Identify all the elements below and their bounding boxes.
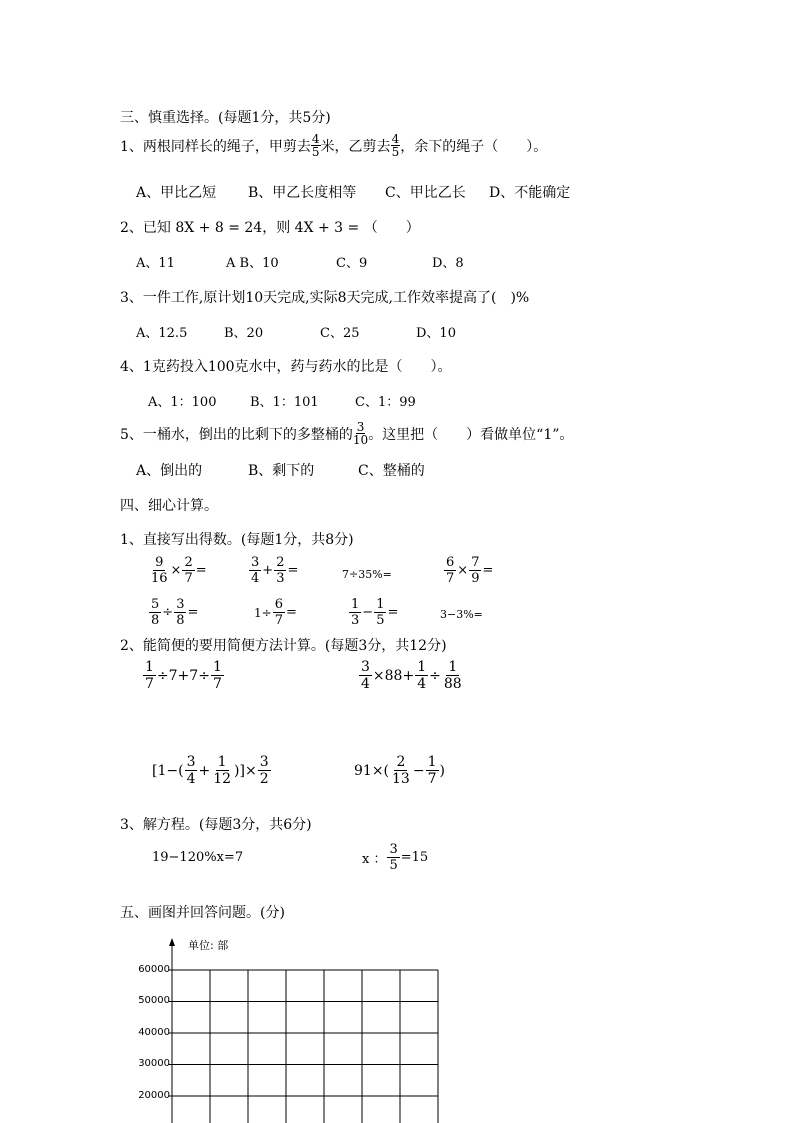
- calc-1a-d1: 16: [151, 571, 168, 586]
- q3-option-c: C、25: [320, 326, 360, 341]
- q2-option-a: A、11: [136, 256, 175, 271]
- calc-2b-n: 6: [274, 597, 283, 612]
- calc-2a-n1: 5: [151, 597, 160, 612]
- q4-option-a: A、1：100: [148, 395, 217, 410]
- s3-op: +: [198, 762, 211, 779]
- s2-d3: 88: [443, 676, 462, 692]
- s1-d2: 7: [212, 676, 222, 692]
- part3-title: 3、解方程。(每题3分，共6分): [120, 817, 312, 833]
- s4-n1: 2: [396, 754, 406, 770]
- s3-d2: 12: [213, 771, 232, 787]
- calc-2b-d: 7: [274, 613, 283, 628]
- calc-1b-d2: 3: [276, 571, 285, 586]
- calc-2b-pre: 1÷: [254, 605, 272, 620]
- q5-option-a: A、倒出的: [136, 463, 203, 479]
- eq2-n: 3: [389, 842, 398, 857]
- calc-2c-op: −: [362, 605, 374, 620]
- y-axis-unit-label: 单位: 部: [188, 939, 229, 952]
- s3-pre: [1−(: [152, 762, 184, 779]
- s4-d1: 13: [392, 771, 410, 787]
- section4-title: 四、细心计算。: [120, 498, 218, 514]
- calc-2c-eq: =: [387, 605, 399, 620]
- s2-n1: 3: [361, 659, 370, 675]
- q4-option-c: C、1：99: [355, 395, 416, 410]
- s4-pre: 91×(: [354, 762, 390, 779]
- q1-frac2-den: 5: [391, 145, 400, 159]
- q1-option-d: D、不能确定: [489, 185, 571, 201]
- q3-option-a: A、12.5: [136, 326, 188, 341]
- s3-n2: 1: [217, 754, 227, 770]
- q1-mid: 米，乙剪去: [320, 138, 391, 155]
- calc-1d-eq: =: [482, 563, 494, 578]
- q5-frac-den: 10: [352, 433, 369, 447]
- section3-title: 三、慎重选择。(每题1分，共5分): [120, 110, 331, 126]
- calc-2a-d2: 8: [176, 613, 185, 628]
- s2-n2: 1: [417, 659, 427, 675]
- s4-post: ): [439, 762, 445, 779]
- calc-1d-n1: 6: [446, 555, 455, 570]
- q5-option-b: B、剩下的: [248, 463, 315, 479]
- part2-title: 2、能简便的要用简便方法计算。(每题3分，共12分): [120, 638, 447, 654]
- s4-op: −: [412, 762, 425, 779]
- calc-1b-n2: 2: [276, 555, 285, 570]
- q1-frac1-den: 5: [311, 145, 320, 159]
- calc-1d-op: ×: [457, 563, 469, 578]
- q1-frac1-num: 4: [311, 132, 320, 146]
- y-tick-label: 20000: [138, 1090, 170, 1101]
- eq2-pre: x ：: [362, 852, 387, 867]
- calc-2c-d1: 3: [351, 613, 360, 628]
- calc-1a-n1: 9: [155, 555, 164, 570]
- eq2-d: 5: [389, 858, 398, 873]
- q1-frac2-num: 4: [391, 132, 400, 146]
- q5-post: 。这里把（ ）看做单位“1”。: [368, 426, 574, 443]
- q2-option-b: A B、10: [226, 256, 279, 271]
- q3-option-d: D、10: [416, 326, 456, 341]
- y-axis-arrow-icon: [169, 938, 175, 946]
- s1-d1: 7: [145, 676, 154, 692]
- s3-d3: 2: [259, 771, 269, 787]
- q5-pre: 5、一桶水，倒出的比剩下的多整桶的: [120, 426, 353, 443]
- q5-frac-num: 3: [356, 420, 365, 434]
- s1-n2: 1: [212, 659, 222, 675]
- q1-option-b: B、甲乙长度相等: [248, 185, 357, 201]
- calc-1d-d2: 9: [471, 571, 480, 586]
- s2-mid: ×88+: [372, 667, 415, 684]
- equation-1: 19−120%x=7: [152, 850, 244, 865]
- calc-1b-op: +: [262, 563, 274, 578]
- question-2: 2、已知 8X + 8 = 24，则 4X + 3 = （ ）: [120, 220, 420, 236]
- s3-n3: 3: [259, 754, 269, 770]
- calc-2a-eq: =: [187, 605, 199, 620]
- part1-title: 1、直接写出得数。(每题1分，共8分): [120, 532, 354, 548]
- calc-1d-d1: 7: [446, 571, 455, 586]
- calc-1a-op: ×: [170, 563, 182, 578]
- calc-2c-d2: 5: [376, 613, 385, 628]
- calc-2a-op: ÷: [162, 605, 174, 620]
- y-tick-label: 50000: [138, 995, 170, 1006]
- section5-title: 五、画图并回答问题。(分): [120, 905, 285, 921]
- calc-1d-n2: 7: [471, 555, 480, 570]
- calc-1b-eq: =: [287, 563, 299, 578]
- q3-option-b: B、20: [224, 326, 264, 341]
- y-tick-label: 60000: [138, 964, 170, 975]
- s2-d1: 4: [361, 676, 370, 692]
- question-4: 4、1克药投入100克水中，药与药水的比是（ ）。: [120, 359, 452, 375]
- calc-2d: 3−3%=: [440, 608, 483, 621]
- q4-option-b: B、1：101: [250, 395, 319, 410]
- calc-2a-d1: 8: [151, 613, 160, 628]
- q5-option-c: C、整桶的: [358, 463, 425, 479]
- y-tick-label: 30000: [138, 1058, 170, 1069]
- s3-mid: )]×: [234, 762, 257, 779]
- q1-pre: 1、两根同样长的绳子，甲剪去: [120, 138, 311, 155]
- calc-1a-eq: =: [195, 563, 207, 578]
- s2-d2: 4: [417, 676, 427, 692]
- s3-n1: 3: [186, 754, 196, 770]
- eq2-post: =15: [400, 850, 429, 865]
- calc-2a-n2: 3: [176, 597, 185, 612]
- s2-op: ÷: [429, 667, 441, 684]
- s1-n1: 1: [145, 659, 154, 675]
- s1-mid: ÷7+7÷: [156, 667, 210, 684]
- q1-option-c: C、甲比乙长: [385, 185, 466, 201]
- calc-1c: 7÷35%=: [342, 568, 392, 581]
- calc-2c-n2: 1: [376, 597, 385, 612]
- y-tick-label: 40000: [138, 1027, 170, 1038]
- calc-2b-eq: =: [285, 605, 297, 620]
- s3-d1: 4: [186, 771, 196, 787]
- q2-option-c: C、9: [336, 256, 368, 271]
- calc-1b-d1: 4: [251, 571, 260, 586]
- q2-option-d: D、8: [432, 256, 464, 271]
- question-3: 3、一件工作,原计划10天完成,实际8天完成,工作效率提高了( )%: [120, 290, 530, 306]
- s2-n3: 1: [448, 659, 458, 675]
- q1-option-a: A、甲比乙短: [136, 185, 217, 201]
- s4-n2: 1: [427, 754, 437, 770]
- q1-post: ，余下的绳子（ ）。: [400, 138, 548, 155]
- s4-d2: 7: [427, 771, 437, 787]
- calc-1a-n2: 2: [184, 555, 193, 570]
- calc-2c-n1: 1: [351, 597, 360, 612]
- calc-1b-n1: 3: [251, 555, 260, 570]
- calc-1a-d2: 7: [184, 571, 193, 586]
- chart-grid: [169, 970, 438, 1123]
